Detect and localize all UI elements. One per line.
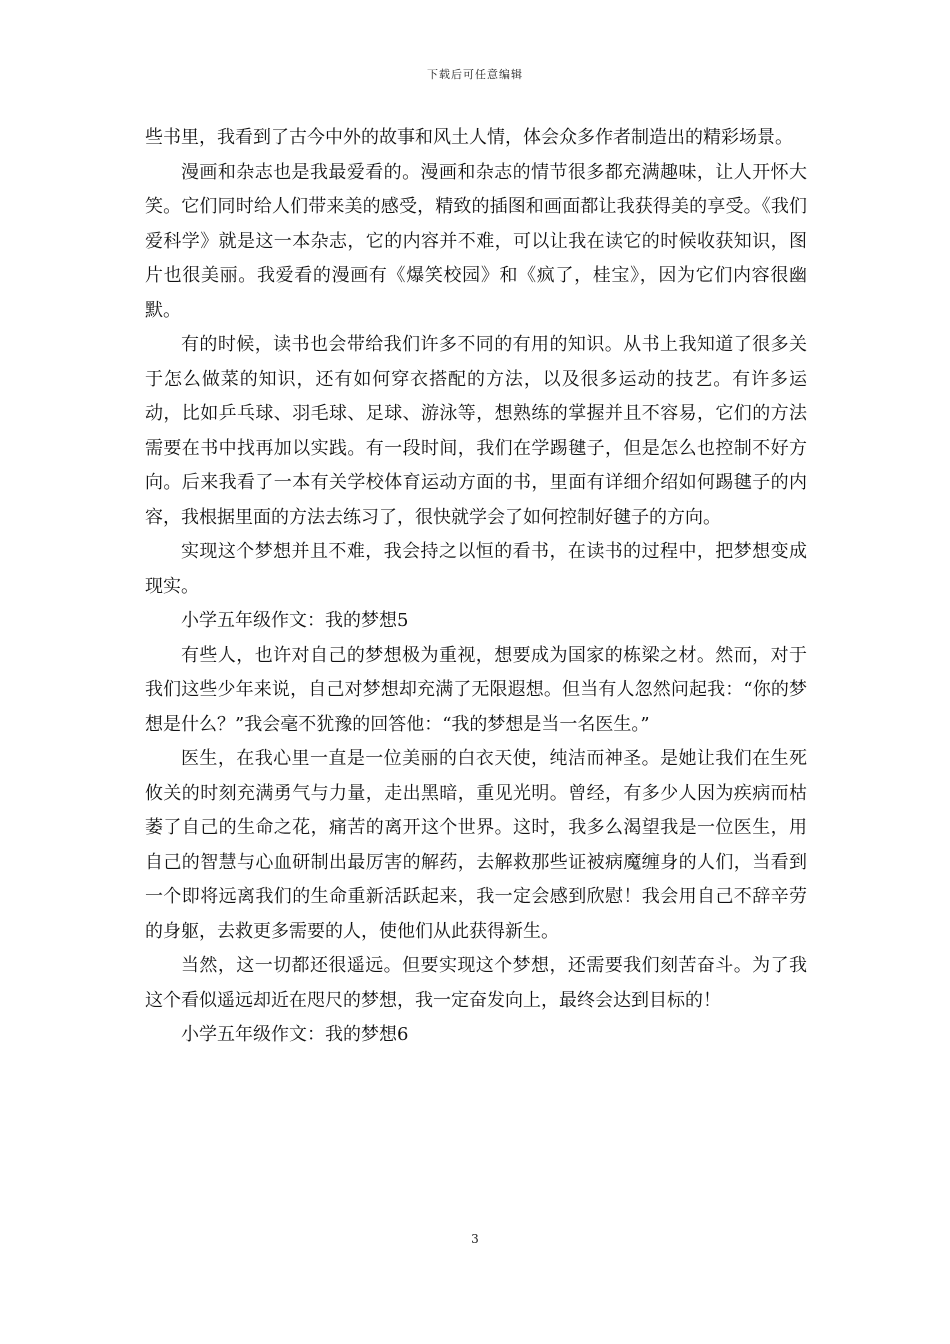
- page-header: 下载后可任意编辑: [427, 68, 523, 81]
- document-body: [145, 121, 807, 1053]
- page-number: 3: [471, 1232, 479, 1246]
- paragraph-comics-magazines: 漫画和杂志也是我最爱看的。漫画和杂志的情节很多都充满趣味，让人开怀大笑。它们同时给人们带来美的感受，精致的插图和画面都让我获得美的享受。《我们爱科学》就是这一本杂志，它的内容并不难，可以让我在读它的时候收获知识，图片也很美丽。我爱看的漫画有《爆笑校园》和《疯了，桂宝》，因为它们内容很幽默。: [145, 161, 807, 321]
- essay-title-5: 小学五年级作文：我的梦想5: [181, 610, 409, 631]
- paragraph-useful-knowledge: 有的时候，读书也会带给我们许多不同的有用的知识。从书上我知道了很多关于怎么做菜的知识，还有如何穿衣搭配的方法，以及很多运动的技艺。有许多运动，比如乒乓球、羽毛球、足球、游泳等，想熟练的掌握并且不容易，它们的方法需要在书中找再加以实践。有一段时间，我们在学踢毽子，但是怎么也控制不好方向。后来我看了一本有关学校体育运动方面的书，里面有详细介绍如何踢毽子的内容，我根据里面的方法去练习了，很快就学会了如何控制好毽子的方向。: [145, 334, 807, 528]
- paragraph-realize-dream: 实现这个梦想并且不难，我会持之以恒的看书，在读书的过程中，把梦想变成现实。: [145, 541, 807, 597]
- essay-title-6: 小学五年级作文：我的梦想6: [181, 1024, 409, 1045]
- paragraph-hard-work: 当然，这一切都还很遥远。但要实现这个梦想，还需要我们刻苦奋斗。为了我这个看似遥远却近在咫尺的梦想，我一定奋发向上，最终会达到目标的！: [145, 955, 807, 1011]
- paragraph-dream-doctor: 有些人，也许对自己的梦想极为重视，想要成为国家的栋梁之材。然而，对于我们这些少年来说，自己对梦想却充满了无限遐想。但当有人忽然问起我：“你的梦想是什么？”我会毫不犹豫的回答他：“我的梦想是当一名医生。”: [145, 644, 807, 735]
- paragraph-doctor-angel: 医生，在我心里一直是一位美丽的白衣天使，纯洁而神圣。是她让我们在生死攸关的时刻充满勇气与力量，走出黑暗，重见光明。曾经，有多少人因为疾病而枯萎了自己的生命之花，痛苦的离开这个世界。这时，我多么渴望我是一位医生，用自己的智慧与心血研制出最厉害的解药，去解救那些证被病魔缠身的人们，当看到一个即将远离我们的生命重新活跃起来，我一定会感到欣慰！我会用自己不辞辛劳的身躯，去救更多需要的人，使他们从此获得新生。: [145, 748, 807, 942]
- paragraph-continued: 些书里，我看到了古今中外的故事和风土人情，体会众多作者制造出的精彩场景。: [145, 127, 793, 148]
